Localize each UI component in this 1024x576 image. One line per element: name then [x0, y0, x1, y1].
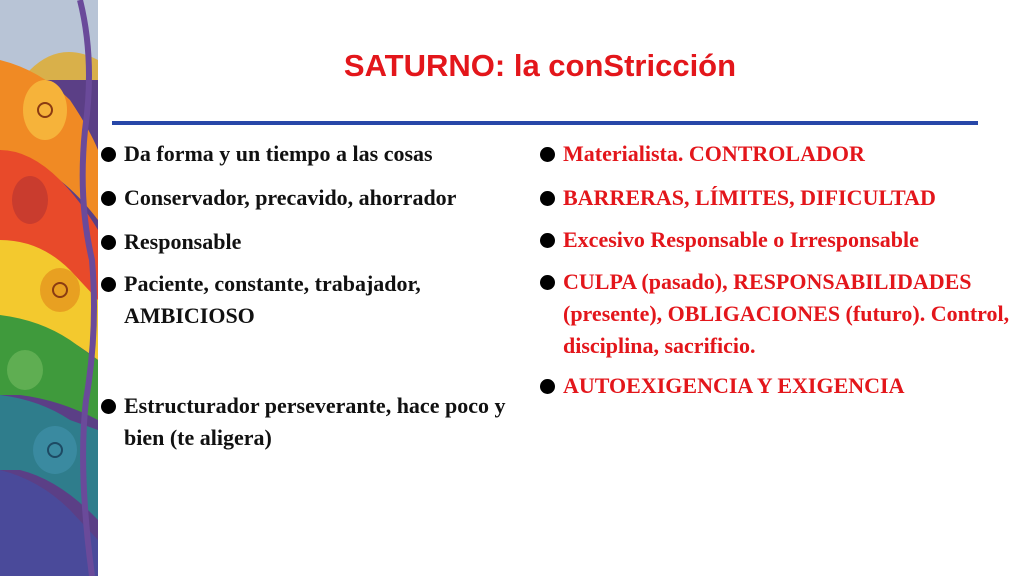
bullet-icon — [101, 147, 116, 162]
list-item — [98, 268, 538, 332]
decorative-painting — [0, 0, 98, 576]
title-divider — [112, 121, 978, 125]
bullet-icon — [540, 191, 555, 206]
list-item-text: Materialista. CONTROLADOR — [563, 141, 865, 166]
list-item — [537, 224, 1024, 256]
list-item-text: Conservador, precavido, ahorrador — [124, 185, 457, 210]
list-item-text: Da forma y un tiempo a las cosas — [124, 141, 433, 166]
bullet-icon — [540, 379, 555, 394]
list-item — [537, 370, 1024, 402]
list-item — [98, 226, 538, 258]
list-item — [98, 182, 538, 214]
list-item-text: Paciente, constante, trabajador, AMBICIOSO — [124, 271, 421, 328]
list-item — [537, 182, 1024, 214]
bullet-icon — [540, 147, 555, 162]
bullet-icon — [101, 191, 116, 206]
positive-traits-list — [98, 138, 538, 454]
list-item-text: Excesivo Responsable o Irresponsable — [563, 227, 919, 252]
list-item — [98, 138, 538, 170]
list-item-text: CULPA (pasado), RESPONSABILIDADES (presente), OBLIGACIONES (futuro). Control, disciplina, sacrificio. — [563, 269, 1010, 358]
bullet-icon — [540, 233, 555, 248]
slide-title: SATURNO: la conStricción — [343, 48, 737, 83]
bullet-icon — [101, 399, 116, 414]
list-item-text: AUTOEXIGENCIA Y EXIGENCIA — [563, 373, 905, 398]
list-item — [537, 266, 1024, 362]
decorative-painting-strip — [0, 0, 98, 576]
bullet-icon — [101, 277, 116, 292]
bullet-icon — [101, 235, 116, 250]
bullet-icon — [540, 275, 555, 290]
list-item-text: BARRERAS, LÍMITES, DIFICULTAD — [563, 185, 936, 210]
negative-traits-list — [537, 138, 1024, 402]
list-item-text: Responsable — [124, 229, 242, 254]
list-item — [98, 390, 538, 454]
list-item-text: Estructurador perseverante, hace poco y bien (te aligera) — [124, 393, 506, 450]
list-item — [537, 138, 1024, 170]
